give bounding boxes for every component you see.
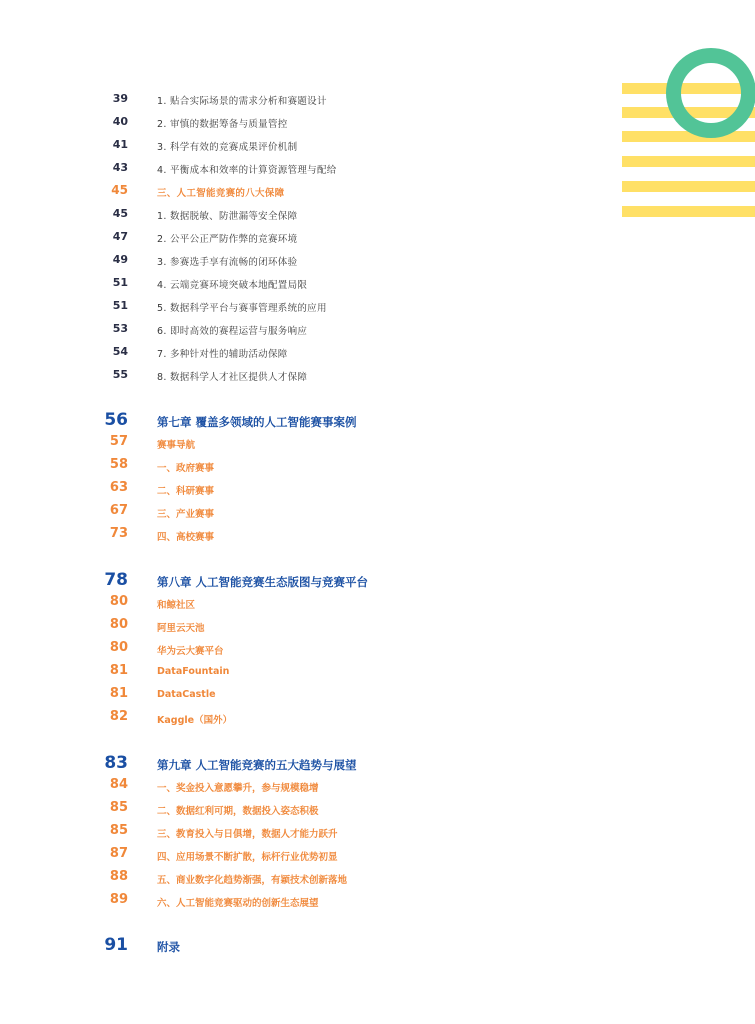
page-number: 56 (104, 410, 128, 430)
entry-title: 7. 多种针对性的辅助活动保障 (157, 349, 288, 360)
page-number: 45 (112, 207, 128, 220)
page-number: 80 (109, 617, 128, 632)
page-number: 83 (104, 753, 128, 773)
stripe (622, 156, 755, 167)
entry-title: 华为云大赛平台 (157, 646, 224, 657)
entry-title: Kaggle（国外） (157, 715, 233, 726)
entry-title: 三、教育投入与日俱增，数据人才能力跃升 (157, 829, 338, 840)
page-number: 82 (109, 709, 128, 724)
entry-title: 5. 数据科学平台与赛事管理系统的应用 (157, 303, 327, 314)
page-number: 81 (109, 663, 128, 678)
page-number: 80 (109, 640, 128, 655)
entry-title: 1. 贴合实际场景的需求分析和赛题设计 (157, 96, 327, 107)
stripe (622, 206, 755, 217)
chapter-title: 第八章 人工智能竞赛生态版图与竞赛平台 (157, 575, 369, 589)
page-number: 47 (112, 230, 128, 243)
page-number: 91 (104, 935, 128, 955)
page-number: 58 (109, 457, 128, 472)
decorative-ring-icon (666, 48, 755, 138)
entry-title: DataCastle (157, 689, 216, 700)
entry-title: 4. 云端竞赛环境突破本地配置局限 (157, 280, 308, 291)
entry-title: 1. 数据脱敏、防泄漏等安全保障 (157, 211, 298, 222)
entry-title: 3. 参赛选手享有流畅的闭环体验 (157, 257, 298, 268)
entry-title: 六、人工智能竞赛驱动的创新生态展望 (157, 898, 319, 909)
page-number: 67 (109, 503, 128, 518)
page-number: 57 (109, 434, 128, 449)
page-number: 78 (104, 570, 128, 590)
page-number: 87 (109, 846, 128, 861)
entry-title: 五、商业数字化趋势渐强，有颖技术创新落地 (157, 875, 348, 886)
page-number: 88 (109, 869, 128, 884)
stripe (622, 181, 755, 192)
entry-title: 一、政府赛事 (157, 463, 215, 474)
page-number: 85 (109, 823, 128, 838)
entry-title: 赛事导航 (157, 440, 196, 451)
entry-title: 和鲸社区 (157, 600, 196, 611)
page-number: 84 (109, 777, 128, 792)
entry-title: 阿里云天池 (157, 623, 205, 634)
page-number: 80 (109, 594, 128, 609)
entry-title: 6. 即时高效的赛程运营与服务响应 (157, 326, 308, 337)
chapter-title: 第七章 覆盖多领域的人工智能赛事案例 (157, 415, 357, 429)
page-number: 63 (109, 480, 128, 495)
page-number: 45 (111, 183, 128, 197)
page-number: 39 (112, 92, 128, 105)
page-number: 54 (112, 345, 128, 358)
page-number: 51 (112, 276, 128, 289)
entry-title: 三、人工智能竞赛的八大保障 (157, 188, 285, 199)
page-number: 73 (109, 526, 128, 541)
page-number: 40 (112, 115, 128, 128)
entry-title: 二、科研赛事 (157, 486, 215, 497)
entry-title: DataFountain (157, 666, 230, 677)
entry-title: 二、数据红利可期，数据投入姿态积极 (157, 806, 319, 817)
entry-title: 四、高校赛事 (157, 532, 215, 543)
page-number: 53 (112, 322, 128, 335)
entry-title: 一、奖金投入意愿攀升，参与规模稳增 (157, 783, 319, 794)
entry-title: 四、应用场景不断扩散，标杆行业优势初显 (157, 852, 338, 863)
page-number: 43 (112, 161, 128, 174)
entry-title: 8. 数据科学人才社区提供人才保障 (157, 372, 308, 383)
chapter-title: 第九章 人工智能竞赛的五大趋势与展望 (157, 758, 357, 772)
page-number: 81 (109, 686, 128, 701)
appendix-title: 附录 (157, 940, 180, 954)
page-number: 41 (112, 138, 128, 151)
page-number: 85 (109, 800, 128, 815)
stripe (622, 131, 755, 142)
entry-title: 2. 审慎的数据筹备与质量管控 (157, 119, 288, 130)
page-number: 49 (112, 253, 128, 266)
entry-title: 2. 公平公正严防作弊的竞赛环境 (157, 234, 298, 245)
page-number: 55 (112, 368, 128, 381)
page-number: 89 (109, 892, 128, 907)
page-number: 51 (112, 299, 128, 312)
entry-title: 4. 平衡成本和效率的计算资源管理与配给 (157, 165, 337, 176)
entry-title: 3. 科学有效的竞赛成果评价机制 (157, 142, 298, 153)
entry-title: 三、产业赛事 (157, 509, 215, 520)
